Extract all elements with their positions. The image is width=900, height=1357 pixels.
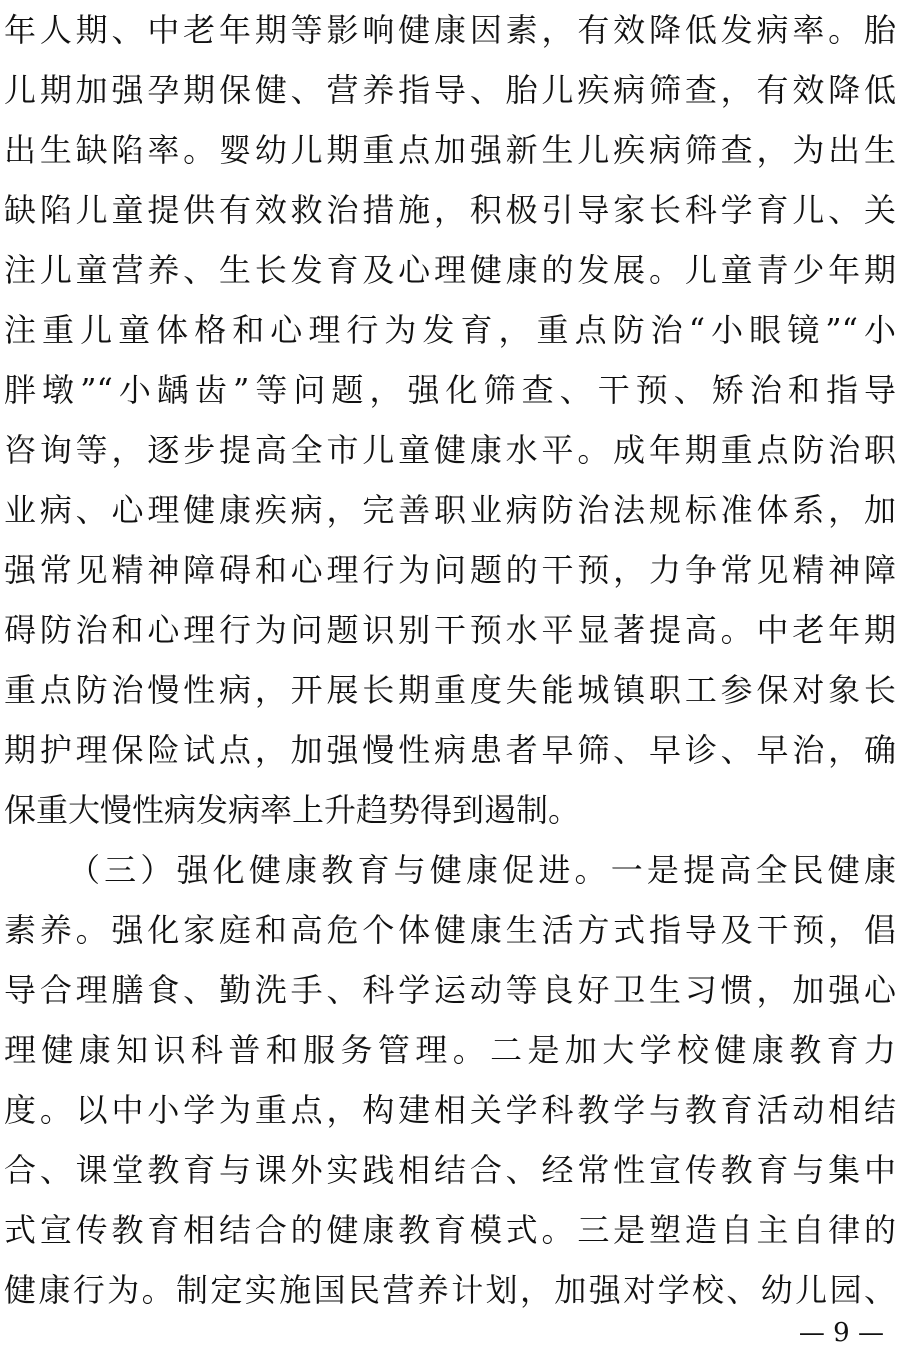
text-line: 导合理膳食、勤洗手、科学运动等良好卫生习惯，加强心 — [4, 971, 896, 1009]
text-line: 缺陷儿童提供有效救治措施，积极引导家长科学育儿、关 — [4, 191, 896, 229]
text-line: 重点防治慢性病，开展长期重度失能城镇职工参保对象长 — [4, 671, 896, 709]
text-line: 素养。强化家庭和高危个体健康生活方式指导及干预，倡 — [4, 911, 896, 949]
text-line: 注儿童营养、生长发育及心理健康的发展。儿童青少年期 — [4, 251, 896, 289]
text-line: 理健康知识科普和服务管理。二是加大学校健康教育力 — [4, 1031, 896, 1069]
paragraph-end-line: 保重大慢性病发病率上升趋势得到遏制。 — [4, 791, 581, 829]
page-number: — 9 — — [798, 1318, 884, 1348]
text-line: 碍防治和心理行为问题识别干预水平显著提高。中老年期 — [4, 611, 896, 649]
text-line: 注重儿童体格和心理行为发育，重点防治“小眼镜”“小 — [4, 311, 896, 349]
text-line: 式宣传教育相结合的健康教育模式。三是塑造自主自律的 — [4, 1211, 896, 1249]
text-line: 儿期加强孕期保健、营养指导、胎儿疾病筛查，有效降低 — [4, 71, 896, 109]
text-line: 业病、心理健康疾病，完善职业病防治法规标准体系，加 — [4, 491, 896, 529]
text-line: 咨询等，逐步提高全市儿童健康水平。成年期重点防治职 — [4, 431, 896, 469]
text-line: 健康行为。制定实施国民营养计划，加强对学校、幼儿园、 — [4, 1271, 896, 1309]
text-line: 期护理保险试点，加强慢性病患者早筛、早诊、早治，确 — [4, 731, 896, 769]
section-heading-line: （三）强化健康教育与健康促进。一是提高全民健康 — [68, 851, 896, 889]
text-line: 合、课堂教育与课外实践相结合、经常性宣传教育与集中 — [4, 1151, 896, 1189]
text-line: 年人期、中老年期等影响健康因素，有效降低发病率。胎 — [4, 11, 896, 49]
text-line: 强常见精神障碍和心理行为问题的干预，力争常见精神障 — [4, 551, 896, 589]
text-line: 胖墩”“小龋齿”等问题，强化筛查、干预、矫治和指导 — [4, 371, 896, 409]
text-line: 度。以中小学为重点，构建相关学科教学与教育活动相结 — [4, 1091, 896, 1129]
text-line: 出生缺陷率。婴幼儿期重点加强新生儿疾病筛查，为出生 — [4, 131, 896, 169]
